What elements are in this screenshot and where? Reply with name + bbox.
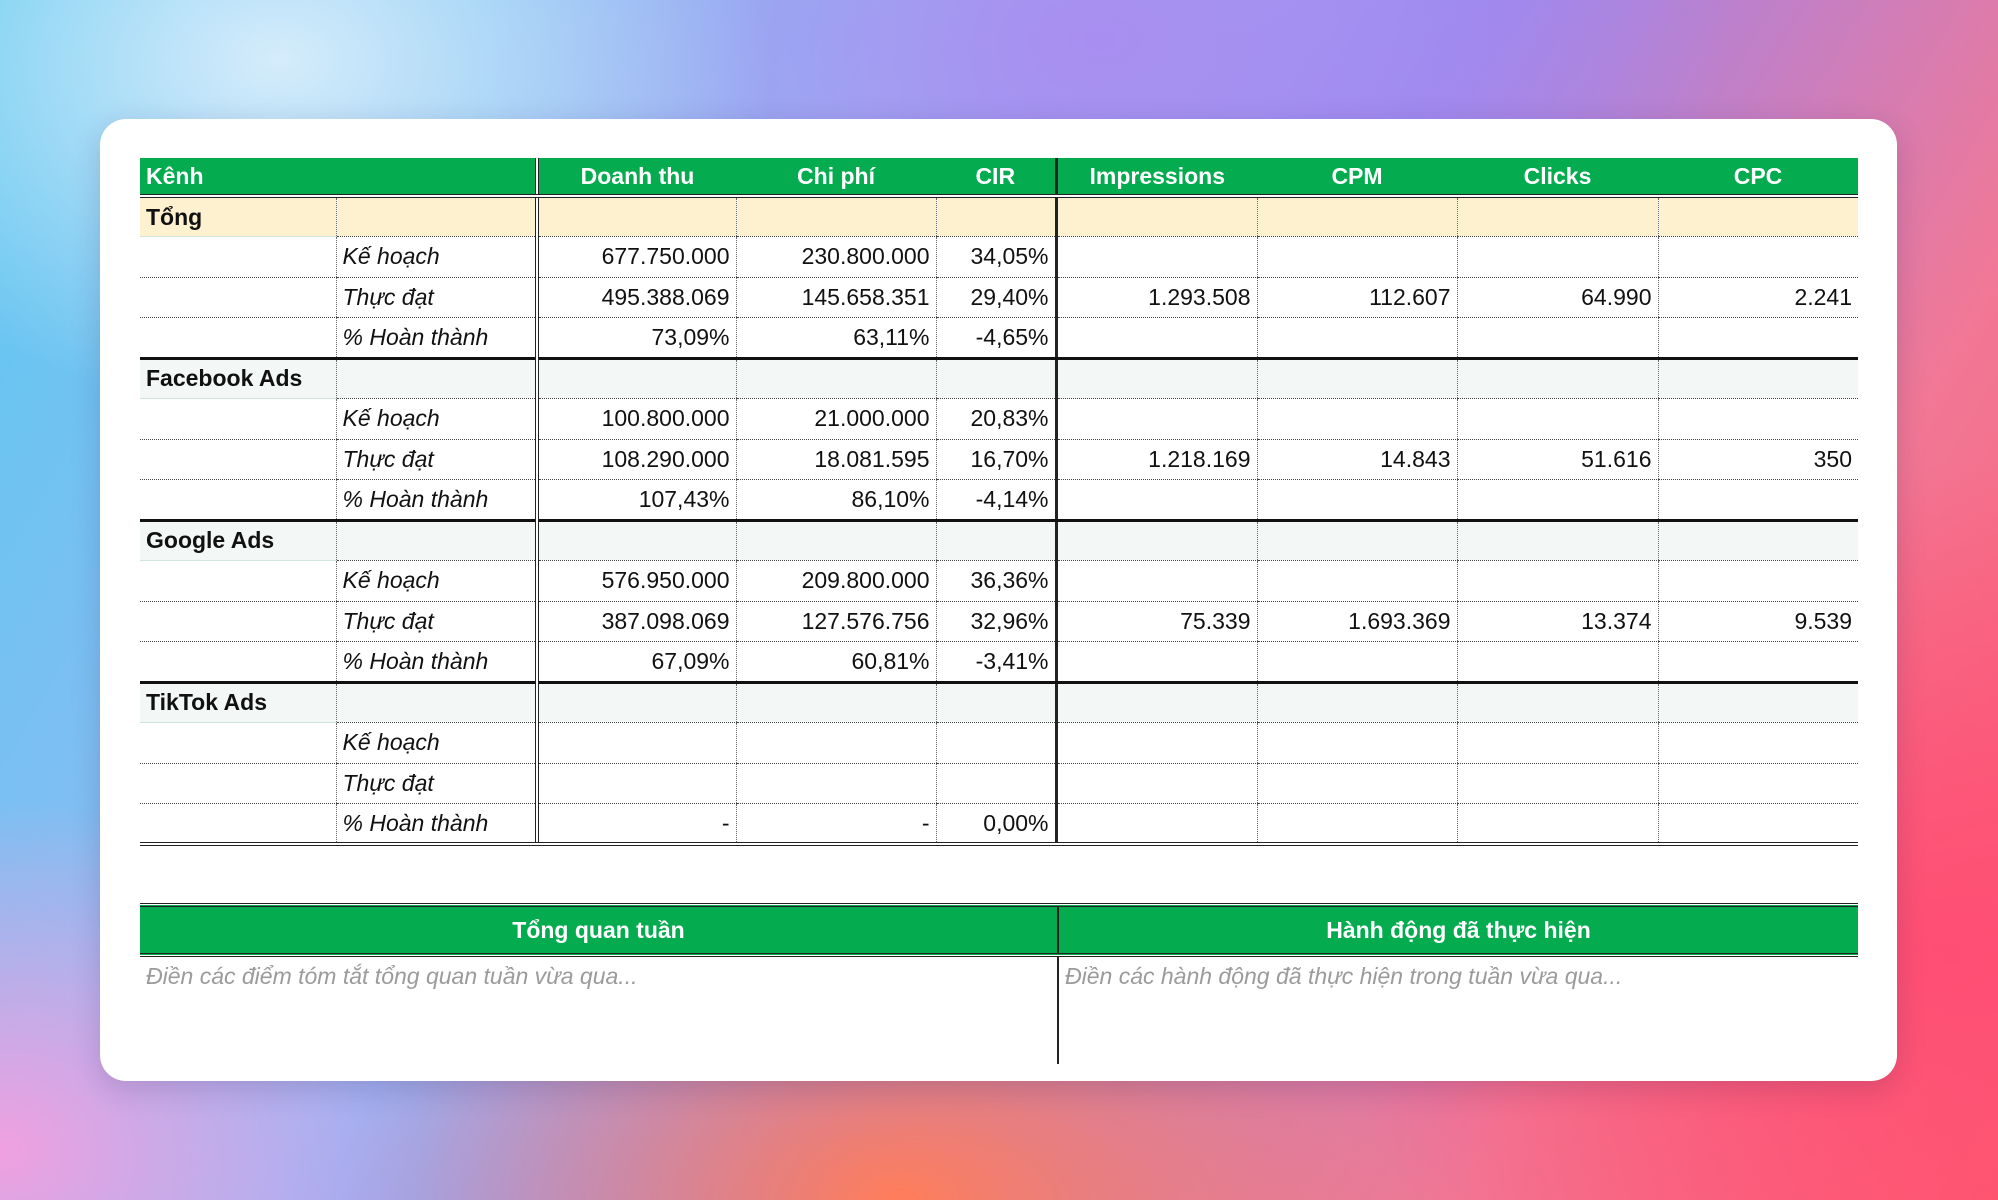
clicks-cell[interactable] [1457, 237, 1658, 278]
cpc-cell[interactable] [1658, 561, 1858, 602]
row-label-cell[interactable]: Thực đạt [336, 439, 537, 480]
revenue-cell[interactable]: 107,43% [537, 480, 736, 521]
cost-cell[interactable]: 18.081.595 [736, 439, 936, 480]
group-cir-cell[interactable] [936, 682, 1056, 723]
cpc-cell[interactable]: 350 [1658, 439, 1858, 480]
clicks-cell[interactable] [1457, 763, 1658, 804]
impressions-cell[interactable]: 75.339 [1056, 601, 1257, 642]
revenue-cell[interactable]: 67,09% [537, 642, 736, 683]
group-name-cell[interactable]: Tổng [140, 196, 336, 237]
cir-cell[interactable] [936, 723, 1056, 764]
row-channel-cell[interactable] [140, 439, 336, 480]
cpm-cell[interactable] [1257, 318, 1457, 359]
cpc-cell[interactable] [1658, 804, 1858, 845]
row-label-cell[interactable]: Kế hoạch [336, 561, 537, 602]
group-row [140, 358, 1858, 399]
cir-cell[interactable]: 36,36% [936, 561, 1056, 602]
clicks-cell[interactable]: 13.374 [1457, 601, 1658, 642]
cost-cell[interactable]: 60,81% [736, 642, 936, 683]
revenue-cell[interactable]: 495.388.069 [537, 277, 736, 318]
impressions-cell[interactable] [1056, 763, 1257, 804]
cost-cell[interactable]: 209.800.000 [736, 561, 936, 602]
group-cpm-cell[interactable] [1257, 196, 1457, 237]
group-impressions-cell[interactable] [1056, 196, 1257, 237]
table-row [140, 318, 1858, 359]
group-name-cell[interactable]: TikTok Ads [140, 682, 336, 723]
clicks-cell[interactable] [1457, 723, 1658, 764]
group-clicks-cell[interactable] [1457, 520, 1658, 561]
row-channel-cell[interactable] [140, 642, 336, 683]
group-cpm-cell[interactable] [1257, 520, 1457, 561]
row-label-cell[interactable]: % Hoàn thành [336, 804, 537, 845]
row-channel-cell[interactable] [140, 723, 336, 764]
table-row [140, 480, 1858, 521]
impressions-cell[interactable] [1056, 399, 1257, 440]
row-channel-cell[interactable] [140, 480, 336, 521]
table-row [140, 399, 1858, 440]
cpc-cell[interactable]: 9.539 [1658, 601, 1858, 642]
table-row [140, 642, 1858, 683]
cpm-cell[interactable]: 112.607 [1257, 277, 1457, 318]
revenue-cell[interactable]: - [537, 804, 736, 845]
group-name-cell[interactable]: Google Ads [140, 520, 336, 561]
revenue-cell[interactable] [537, 763, 736, 804]
row-label-cell[interactable]: Thực đạt [336, 277, 537, 318]
group-revenue-cell[interactable] [537, 682, 736, 723]
row-label-cell[interactable]: Kế hoạch [336, 399, 537, 440]
group-cpc-cell[interactable] [1658, 196, 1858, 237]
row-channel-cell[interactable] [140, 399, 336, 440]
cir-cell[interactable]: 0,00% [936, 804, 1056, 845]
group-cost-cell[interactable] [736, 196, 936, 237]
cpc-cell[interactable] [1658, 763, 1858, 804]
clicks-cell[interactable] [1457, 642, 1658, 683]
cost-cell[interactable]: 86,10% [736, 480, 936, 521]
cpc-cell[interactable] [1658, 318, 1858, 359]
impressions-cell[interactable] [1056, 561, 1257, 602]
cpm-cell[interactable] [1257, 399, 1457, 440]
actions-input[interactable]: Điền các hành động đã thực hiện trong tuần vừa qua... [1058, 955, 1858, 1064]
header-channel[interactable]: Kênh [140, 158, 537, 196]
clicks-cell[interactable] [1457, 480, 1658, 521]
impressions-cell[interactable]: 1.293.508 [1056, 277, 1257, 318]
group-cir-cell[interactable] [936, 358, 1056, 399]
cpc-cell[interactable] [1658, 399, 1858, 440]
cir-cell[interactable]: -4,14% [936, 480, 1056, 521]
cpm-cell[interactable]: 14.843 [1257, 439, 1457, 480]
impressions-cell[interactable] [1056, 318, 1257, 359]
cost-cell[interactable]: 145.658.351 [736, 277, 936, 318]
header-impressions[interactable]: Impressions [1056, 158, 1257, 196]
group-cost-cell[interactable] [736, 520, 936, 561]
cpc-cell[interactable] [1658, 642, 1858, 683]
cost-cell[interactable]: 63,11% [736, 318, 936, 359]
cpm-cell[interactable] [1257, 723, 1457, 764]
header-clicks[interactable]: Clicks [1457, 158, 1658, 196]
group-name-cell[interactable]: Facebook Ads [140, 358, 336, 399]
weekly-summary [140, 903, 1858, 1064]
cost-cell[interactable]: 21.000.000 [736, 399, 936, 440]
row-label-cell[interactable]: Thực đạt [336, 763, 537, 804]
impressions-cell[interactable] [1056, 237, 1257, 278]
group-cir-cell[interactable] [936, 520, 1056, 561]
row-channel-cell[interactable] [140, 318, 336, 359]
cir-cell[interactable]: 16,70% [936, 439, 1056, 480]
group-revenue-cell[interactable] [537, 358, 736, 399]
group-revenue-cell[interactable] [537, 196, 736, 237]
header-row [140, 158, 1858, 196]
cpm-cell[interactable] [1257, 763, 1457, 804]
cir-cell[interactable]: -4,65% [936, 318, 1056, 359]
header-cpm[interactable]: CPM [1257, 158, 1457, 196]
group-row [140, 520, 1858, 561]
row-label-cell[interactable]: Kế hoạch [336, 237, 537, 278]
table-row [140, 237, 1858, 278]
impressions-cell[interactable] [1056, 804, 1257, 845]
row-label-cell[interactable]: Kế hoạch [336, 723, 537, 764]
cir-cell[interactable]: 20,83% [936, 399, 1056, 440]
cpc-cell[interactable] [1658, 480, 1858, 521]
row-label-cell[interactable]: % Hoàn thành [336, 318, 537, 359]
cpc-cell[interactable] [1658, 237, 1858, 278]
clicks-cell[interactable] [1457, 318, 1658, 359]
cpc-cell[interactable]: 2.241 [1658, 277, 1858, 318]
group-impressions-cell[interactable] [1056, 520, 1257, 561]
row-channel-cell[interactable] [140, 601, 336, 642]
cir-cell[interactable]: -3,41% [936, 642, 1056, 683]
group-cpc-cell[interactable] [1658, 520, 1858, 561]
group-label-cell[interactable] [336, 196, 537, 237]
impressions-cell[interactable] [1056, 723, 1257, 764]
revenue-cell[interactable]: 100.800.000 [537, 399, 736, 440]
revenue-cell[interactable]: 73,09% [537, 318, 736, 359]
row-channel-cell[interactable] [140, 277, 336, 318]
cir-cell[interactable]: 32,96% [936, 601, 1056, 642]
group-impressions-cell[interactable] [1056, 682, 1257, 723]
group-label-cell[interactable] [336, 358, 537, 399]
group-clicks-cell[interactable] [1457, 358, 1658, 399]
table-row [140, 763, 1858, 804]
revenue-cell[interactable] [537, 723, 736, 764]
group-cpc-cell[interactable] [1658, 358, 1858, 399]
table-row [140, 723, 1858, 764]
table-row [140, 277, 1858, 318]
overview-header: Tổng quan tuần [140, 905, 1058, 955]
impressions-cell[interactable]: 1.218.169 [1056, 439, 1257, 480]
group-label-cell[interactable] [336, 520, 537, 561]
cost-cell[interactable] [736, 763, 936, 804]
header-cir[interactable]: CIR [936, 158, 1056, 196]
header-revenue[interactable]: Doanh thu [537, 158, 736, 196]
cost-cell[interactable]: 230.800.000 [736, 237, 936, 278]
cost-cell[interactable]: - [736, 804, 936, 845]
cpm-cell[interactable] [1257, 480, 1457, 521]
row-label-cell[interactable]: % Hoàn thành [336, 480, 537, 521]
table-row [140, 601, 1858, 642]
cost-cell[interactable]: 127.576.756 [736, 601, 936, 642]
group-cpm-cell[interactable] [1257, 358, 1457, 399]
header-cost[interactable]: Chi phí [736, 158, 936, 196]
row-label-cell[interactable]: Thực đạt [336, 601, 537, 642]
cir-cell[interactable]: 29,40% [936, 277, 1056, 318]
group-clicks-cell[interactable] [1457, 196, 1658, 237]
cir-cell[interactable] [936, 763, 1056, 804]
cpm-cell[interactable] [1257, 642, 1457, 683]
cpm-cell[interactable]: 1.693.369 [1257, 601, 1457, 642]
report-table [140, 158, 1858, 846]
row-channel-cell[interactable] [140, 804, 336, 845]
group-row [140, 196, 1858, 237]
cpm-cell[interactable] [1257, 561, 1457, 602]
group-revenue-cell[interactable] [537, 520, 736, 561]
revenue-cell[interactable]: 576.950.000 [537, 561, 736, 602]
clicks-cell[interactable]: 64.990 [1457, 277, 1658, 318]
group-cost-cell[interactable] [736, 358, 936, 399]
header-cpc[interactable]: CPC [1658, 158, 1858, 196]
row-channel-cell[interactable] [140, 763, 336, 804]
clicks-cell[interactable] [1457, 561, 1658, 602]
revenue-cell[interactable]: 387.098.069 [537, 601, 736, 642]
impressions-cell[interactable] [1056, 480, 1257, 521]
cpm-cell[interactable] [1257, 804, 1457, 845]
group-label-cell[interactable] [336, 682, 537, 723]
group-cpm-cell[interactable] [1257, 682, 1457, 723]
actions-header: Hành động đã thực hiện [1058, 905, 1858, 955]
row-channel-cell[interactable] [140, 237, 336, 278]
clicks-cell[interactable]: 51.616 [1457, 439, 1658, 480]
table-row [140, 561, 1858, 602]
cpm-cell[interactable] [1257, 237, 1457, 278]
group-cir-cell[interactable] [936, 196, 1056, 237]
row-label-cell[interactable]: % Hoàn thành [336, 642, 537, 683]
cost-cell[interactable] [736, 723, 936, 764]
group-cpc-cell[interactable] [1658, 682, 1858, 723]
impressions-cell[interactable] [1056, 642, 1257, 683]
clicks-cell[interactable] [1457, 399, 1658, 440]
revenue-cell[interactable]: 108.290.000 [537, 439, 736, 480]
clicks-cell[interactable] [1457, 804, 1658, 845]
group-cost-cell[interactable] [736, 682, 936, 723]
group-row [140, 682, 1858, 723]
row-channel-cell[interactable] [140, 561, 336, 602]
revenue-cell[interactable]: 677.750.000 [537, 237, 736, 278]
table-row [140, 804, 1858, 845]
overview-input[interactable]: Điền các điểm tóm tắt tổng quan tuần vừa qua... [146, 963, 638, 989]
group-impressions-cell[interactable] [1056, 358, 1257, 399]
cpc-cell[interactable] [1658, 723, 1858, 764]
table-row [140, 439, 1858, 480]
group-clicks-cell[interactable] [1457, 682, 1658, 723]
cir-cell[interactable]: 34,05% [936, 237, 1056, 278]
